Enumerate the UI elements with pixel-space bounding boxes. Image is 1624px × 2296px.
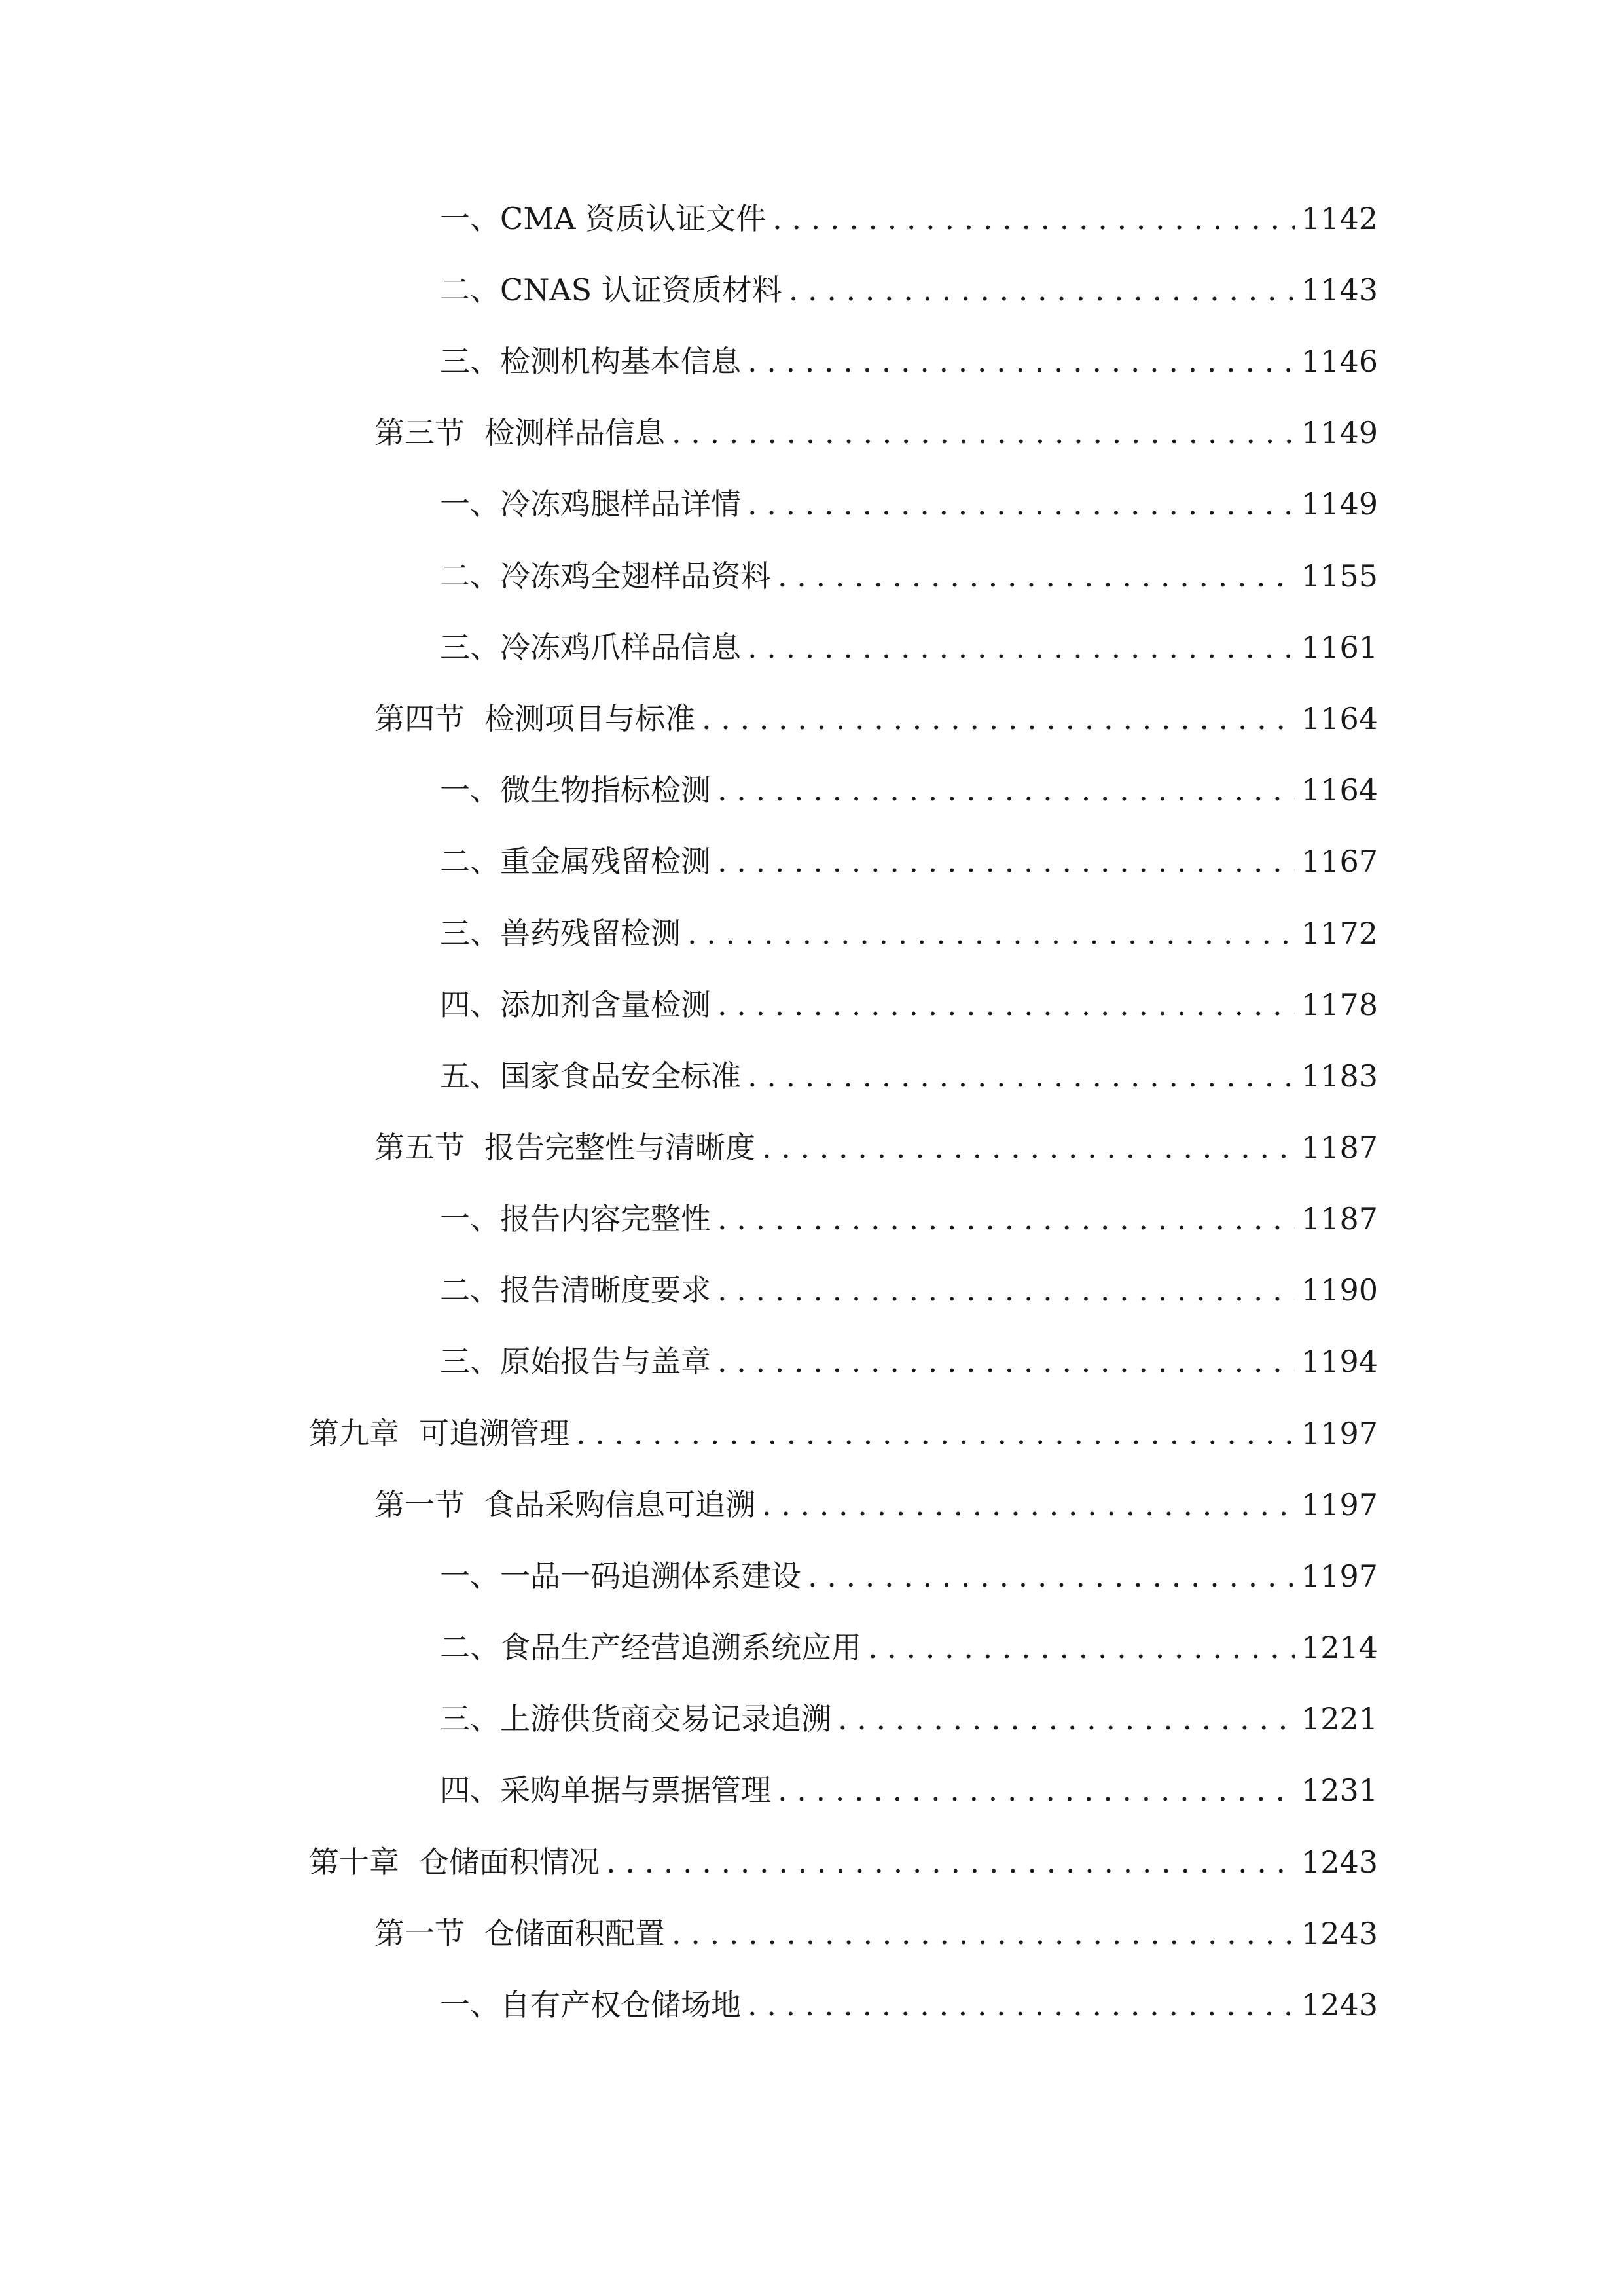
toc-entry[interactable] <box>440 1979 1379 2031</box>
toc-entry[interactable] <box>440 1693 1379 1745</box>
toc-entry[interactable] <box>440 764 1379 816</box>
toc-entry-page: 1167 <box>1301 844 1379 879</box>
dot-leader <box>772 192 1295 245</box>
toc-entry-page: 1197 <box>1301 1487 1379 1522</box>
toc-entry-number: 二、 <box>440 844 500 879</box>
toc-entry-page: 1155 <box>1301 558 1379 594</box>
toc-entry[interactable] <box>374 1907 1379 1960</box>
toc-entry[interactable] <box>440 1050 1379 1102</box>
toc-entry-number: 三、 <box>440 1344 500 1379</box>
toc-entry-title: CNAS 认证资质材料 <box>500 272 782 308</box>
toc-entry[interactable] <box>374 1121 1379 1174</box>
toc-entry-number: 一、 <box>440 1987 500 2022</box>
toc-entry-page: 1231 <box>1301 1772 1379 1808</box>
toc-entry-title: 采购单据与票据管理 <box>500 1772 771 1808</box>
toc-entry-number: 二、 <box>440 1272 500 1308</box>
toc-entry-page: 1197 <box>1301 1416 1379 1451</box>
dot-leader <box>717 1193 1295 1245</box>
toc-entry-title: 冷冻鸡全翅样品资料 <box>500 558 771 594</box>
toc-entry-number: 第一节 <box>374 1487 465 1522</box>
toc-entry-page: 1194 <box>1301 1344 1379 1379</box>
dot-leader <box>672 1907 1295 1960</box>
toc-entry-title: 仓储面积配置 <box>484 1916 665 1951</box>
toc-entry-number: 三、 <box>440 1701 500 1736</box>
toc-entry-page: 1243 <box>1301 1987 1379 2022</box>
toc-entry[interactable] <box>440 550 1379 602</box>
toc-entry-number: 第五节 <box>374 1130 465 1165</box>
toc-entry-title: 上游供货商交易记录追溯 <box>500 1701 831 1736</box>
toc-entry-number: 第十章 <box>309 1844 399 1880</box>
toc-entry-number: 第九章 <box>309 1416 399 1451</box>
toc-entry[interactable] <box>440 264 1379 316</box>
toc-entry[interactable] <box>440 621 1379 673</box>
toc-entry[interactable] <box>309 1407 1379 1460</box>
toc-entry-page: 1142 <box>1301 201 1379 236</box>
toc-entry[interactable] <box>440 335 1379 387</box>
toc-entry-page: 1243 <box>1301 1916 1379 1951</box>
dot-leader <box>748 335 1295 387</box>
dot-leader <box>762 1121 1295 1174</box>
toc-entry-page: 1149 <box>1301 415 1379 450</box>
toc-entry-page: 1164 <box>1301 701 1379 736</box>
toc-entry-title: 国家食品安全标准 <box>500 1058 741 1094</box>
toc-entry-page: 1172 <box>1301 916 1379 951</box>
toc-entry-title: 重金属残留检测 <box>500 844 711 879</box>
toc-entry-number: 四、 <box>440 1772 500 1808</box>
dot-leader <box>717 835 1295 888</box>
toc-entry-page: 1190 <box>1301 1272 1379 1308</box>
toc-entry-title: CMA 资质认证文件 <box>500 201 767 236</box>
toc-entry-number: 二、 <box>440 272 500 308</box>
toc-entry[interactable] <box>374 1479 1379 1531</box>
toc-entry-number: 三、 <box>440 916 500 951</box>
toc-entry-number: 第三节 <box>374 415 465 450</box>
dot-leader <box>748 1050 1295 1102</box>
toc-entry-title: 食品采购信息可追溯 <box>484 1487 755 1522</box>
toc-entry[interactable] <box>440 192 1379 245</box>
dot-leader <box>808 1550 1295 1602</box>
toc-entry-number: 一、 <box>440 1201 500 1236</box>
dot-leader <box>748 621 1295 673</box>
toc-entry-number: 五、 <box>440 1058 500 1094</box>
toc-entry-page: 1187 <box>1301 1130 1379 1165</box>
toc-entry-number: 一、 <box>440 1558 500 1594</box>
dot-leader <box>838 1693 1295 1745</box>
toc-entry-number: 第一节 <box>374 1916 465 1951</box>
toc-entry[interactable] <box>309 1836 1379 1888</box>
toc-entry-title: 自有产权仓储场地 <box>500 1987 741 2022</box>
toc-entry-title: 微生物指标检测 <box>500 772 711 808</box>
toc-entry-number: 二、 <box>440 1630 500 1665</box>
toc-entry-title: 检测样品信息 <box>484 415 665 450</box>
dot-leader <box>748 1979 1295 2031</box>
dot-leader <box>778 1764 1295 1816</box>
toc-entry-page: 1178 <box>1301 987 1379 1022</box>
dot-leader <box>702 692 1295 745</box>
toc-entry-title: 报告内容完整性 <box>500 1201 711 1236</box>
toc-entry-page: 1149 <box>1301 486 1379 522</box>
dot-leader <box>717 1335 1295 1388</box>
dot-leader <box>778 550 1295 602</box>
toc-entry-title: 兽药残留检测 <box>500 916 681 951</box>
toc-entry[interactable] <box>440 1193 1379 1245</box>
dot-leader <box>687 907 1295 960</box>
toc-entry[interactable] <box>374 406 1379 459</box>
toc-entry[interactable] <box>440 1264 1379 1316</box>
toc-entry-title: 检测机构基本信息 <box>500 344 741 379</box>
toc-entry-page: 1197 <box>1301 1558 1379 1594</box>
dot-leader <box>576 1407 1295 1460</box>
toc-entry-number: 一、 <box>440 772 500 808</box>
toc-entry[interactable] <box>440 907 1379 960</box>
toc-entry[interactable] <box>440 1621 1379 1674</box>
toc-entry-number: 四、 <box>440 987 500 1022</box>
dot-leader <box>672 406 1295 459</box>
dot-leader <box>762 1479 1295 1531</box>
toc-entry-title: 冷冻鸡腿样品详情 <box>500 486 741 522</box>
toc-entry[interactable] <box>440 978 1379 1031</box>
toc-entry-page: 1183 <box>1301 1058 1379 1094</box>
dot-leader <box>717 1264 1295 1316</box>
toc-entry[interactable] <box>374 692 1379 745</box>
toc-entry-page: 1146 <box>1301 344 1379 379</box>
toc-entry-number: 第四节 <box>374 701 465 736</box>
dot-leader <box>868 1621 1295 1674</box>
dot-leader <box>748 478 1295 530</box>
toc-entry[interactable] <box>440 1335 1379 1388</box>
toc-entry-title: 原始报告与盖章 <box>500 1344 711 1379</box>
toc-entry-title: 报告清晰度要求 <box>500 1272 711 1308</box>
toc-entry-title: 仓储面积情况 <box>419 1844 600 1880</box>
toc-entry-number: 二、 <box>440 558 500 594</box>
toc-entry-number: 一、 <box>440 201 500 236</box>
toc-entry-page: 1161 <box>1301 630 1379 665</box>
dot-leader <box>717 978 1295 1031</box>
toc-entry[interactable] <box>440 1550 1379 1602</box>
dot-leader <box>717 764 1295 816</box>
toc-entry-number: 三、 <box>440 344 500 379</box>
toc-entry[interactable] <box>440 478 1379 530</box>
toc-entry[interactable] <box>440 1764 1379 1816</box>
toc-entry-page: 1143 <box>1301 272 1379 308</box>
toc-entry-title: 检测项目与标准 <box>484 701 695 736</box>
toc-entry-title: 报告完整性与清晰度 <box>484 1130 755 1165</box>
toc-entry-title: 添加剂含量检测 <box>500 987 711 1022</box>
toc-entry-title: 一品一码追溯体系建设 <box>500 1558 801 1594</box>
toc-entry-page: 1164 <box>1301 772 1379 808</box>
dot-leader <box>789 264 1295 316</box>
toc-entry-title: 可追溯管理 <box>419 1416 569 1451</box>
toc-entry-title: 冷冻鸡爪样品信息 <box>500 630 741 665</box>
toc-entry-page: 1243 <box>1301 1844 1379 1880</box>
toc-entry-number: 三、 <box>440 630 500 665</box>
toc-entry-number: 一、 <box>440 486 500 522</box>
toc-entry-title: 食品生产经营追溯系统应用 <box>500 1630 861 1665</box>
dot-leader <box>606 1836 1295 1888</box>
toc-entry-page: 1187 <box>1301 1201 1379 1236</box>
toc-entry-page: 1214 <box>1301 1630 1379 1665</box>
toc-entry[interactable] <box>440 835 1379 888</box>
toc-entry-page: 1221 <box>1301 1701 1379 1736</box>
